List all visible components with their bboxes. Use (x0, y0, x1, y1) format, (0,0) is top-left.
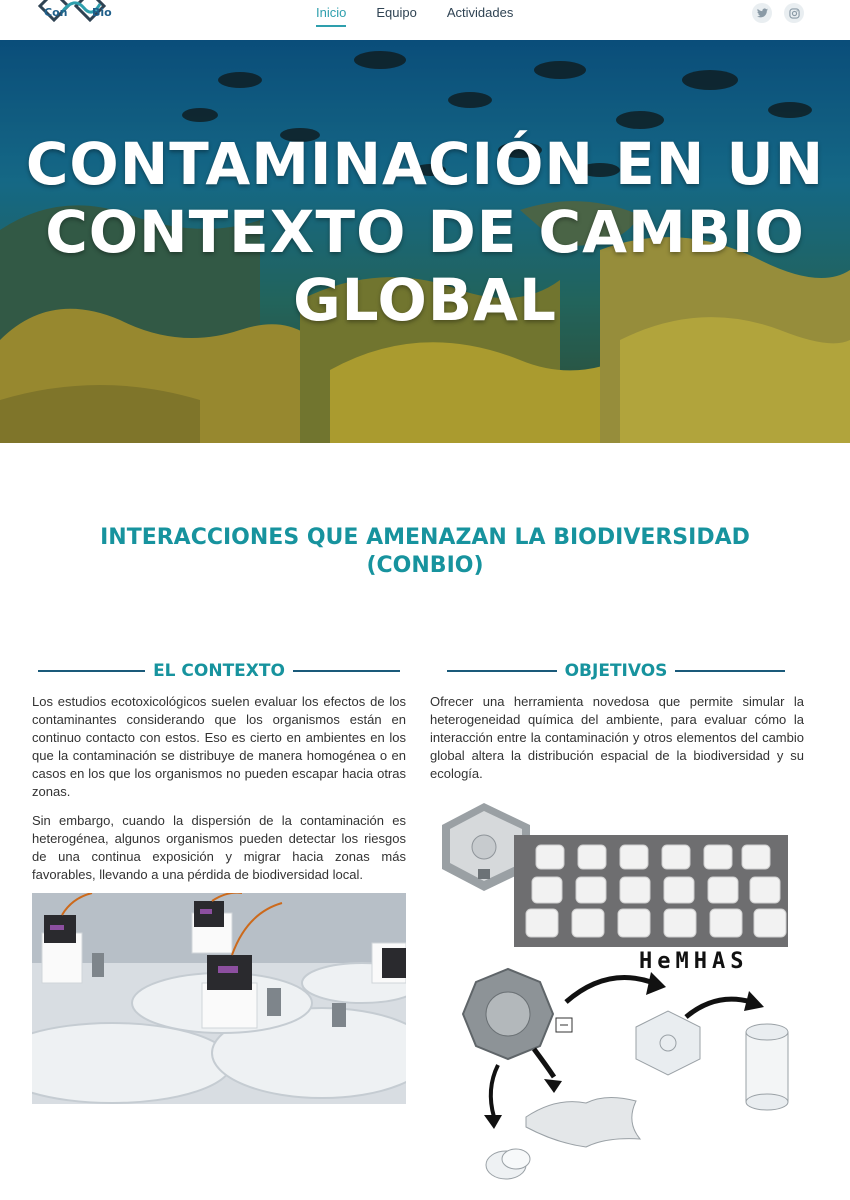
page-heading: INTERACCIONES QUE AMENAZAN LA BIODIVERSIDAD (CONBIO) (100, 525, 750, 578)
objetivos-title: OBJETIVOS (564, 661, 668, 681)
contexto-paragraph-1: Los estudios ecotoxicológicos suelen evaluar los efectos de los contaminantes considerando que los organismos están en continuo contacto con estos. Eso es cierto en ambientes en los que la contaminación se distribuye de manera homogénea o en casos en los que los organismos no pueden escapar hacia otras zonas. (32, 694, 406, 799)
hemhas-label: HeMHAS (639, 949, 749, 974)
instagram-icon[interactable] (784, 3, 804, 23)
conbio-logo[interactable] (34, 0, 124, 36)
nav-equipo[interactable]: Equipo (376, 5, 417, 20)
svg-text:Bio: Bio (92, 6, 112, 19)
objetivos-header (447, 659, 785, 683)
social-links (752, 3, 804, 23)
contexto-paragraph-2: Sin embargo, cuando la dispersión de la contaminación es heterogénea, algunos organismos pueden detectar los riesgos de una continua exposición y migrar hacia zonas más favorables, llevando a una pérdida de biodiversidad local. (32, 813, 406, 882)
experiment-photo (32, 893, 406, 1104)
divider-line (293, 670, 400, 672)
svg-text:Con: Con (44, 6, 68, 19)
contexto-title: EL CONTEXTO (153, 661, 285, 681)
divider-line (675, 670, 785, 672)
divider-line (447, 670, 557, 672)
divider-line (38, 670, 145, 672)
hemhas-diagram (436, 797, 806, 1192)
objetivos-paragraph: Ofrecer una herramienta novedosa que permite simular la heterogeneidad química del ambiente, para evaluar cómo la interacción entre la contaminación y otros elementos del cambio global altera la distribución espacial de la biodiversidad y su ecología. (430, 694, 804, 781)
nav-actividades[interactable]: Actividades (446, 5, 514, 20)
twitter-icon[interactable] (752, 3, 772, 23)
main-nav (316, 6, 513, 28)
hero-title: CONTAMINACIÓN EN UN CONTEXTO DE CAMBIO GLOBAL (25, 130, 825, 334)
contexto-header (38, 659, 400, 683)
hero-banner (0, 40, 850, 443)
nav-inicio[interactable]: Inicio (316, 6, 346, 28)
site-header (0, 0, 850, 40)
